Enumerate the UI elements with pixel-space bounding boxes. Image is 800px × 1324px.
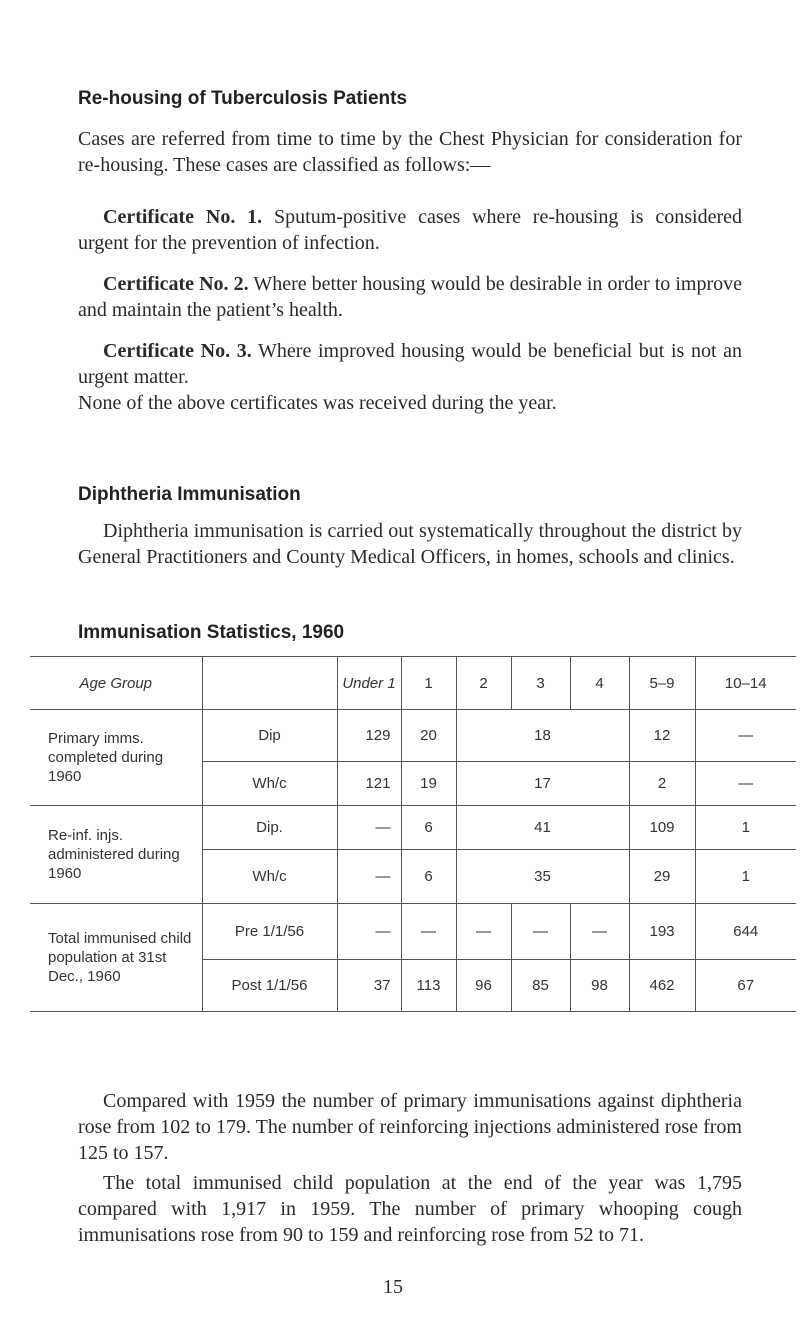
table-row <box>30 806 796 850</box>
page-number: 15 <box>383 1276 403 1298</box>
heading-rehousing: Re-housing of Tuberculosis Patients <box>78 88 408 109</box>
cell-age-2-4: 35 <box>456 850 629 904</box>
cell-age-5-9: 462 <box>629 960 695 1012</box>
group-label-total: Total immunised child population at 31st Dec., 1960 <box>30 904 202 1012</box>
immunisation-table <box>30 656 796 1012</box>
cell-age-10-14: 1 <box>695 850 796 904</box>
cell-age-1: 113 <box>401 960 456 1012</box>
cell-age-10-14: 67 <box>695 960 796 1012</box>
cell-under-1: — <box>337 904 401 960</box>
cell-age-5-9: 2 <box>629 762 695 806</box>
cell-age-5-9: 109 <box>629 806 695 850</box>
cell-age-2: 96 <box>456 960 511 1012</box>
header-age-group: Age Group <box>30 657 202 710</box>
cell-age-1: 19 <box>401 762 456 806</box>
cell-age-3: — <box>511 904 570 960</box>
cell-age-5-9: 193 <box>629 904 695 960</box>
cell-age-1: 6 <box>401 850 456 904</box>
header-age-3: 3 <box>511 657 570 710</box>
cell-under-1: — <box>337 806 401 850</box>
comparison-paragraph-2: The total immunised child population at the end of the year was 1,795 compared with 1,917 in 1959. The number of primary whooping cough immunisations rose from 90 to 159 and reinforcing rose from 52 to 71. <box>78 1172 742 1246</box>
rehousing-intro: Cases are referred from time to time by the Chest Physician for consideration for re-housing. These cases are classified as follows:— <box>78 128 742 176</box>
row-type: Wh/c <box>202 762 337 806</box>
table-header-row <box>30 657 796 710</box>
cell-age-10-14: — <box>695 710 796 762</box>
cell-under-1: 37 <box>337 960 401 1012</box>
certificate-3-text: Where improved housing would be beneficial but is not an urgent matter. <box>78 340 743 388</box>
cell-age-10-14: 644 <box>695 904 796 960</box>
cell-age-4: — <box>570 904 629 960</box>
certificates-closing: None of the above certificates was received during the year. <box>78 392 557 414</box>
header-age-1: 1 <box>401 657 456 710</box>
certificate-3-label: Certificate No. 3. <box>103 340 252 362</box>
cell-under-1: 129 <box>337 710 401 762</box>
certificate-3 <box>78 338 742 390</box>
cell-age-1: 6 <box>401 806 456 850</box>
header-age-4: 4 <box>570 657 629 710</box>
header-age-5-9: 5–9 <box>629 657 695 710</box>
header-type <box>202 657 337 710</box>
cell-age-2-4: 17 <box>456 762 629 806</box>
cell-age-5-9: 12 <box>629 710 695 762</box>
comparison-paragraph-1: Compared with 1959 the number of primary immunisations against diphtheria rose from 102 to 179. The number of reinforcing injections administered rose from 125 to 157. <box>78 1090 742 1164</box>
certificate-2-label: Certificate No. 2. <box>103 273 249 295</box>
certificate-1-text: Sputum-positive cases where re-housing is considered urgent for the prevention of infection. <box>78 206 742 254</box>
row-type: Post 1/1/56 <box>202 960 337 1012</box>
row-type: Dip. <box>202 806 337 850</box>
cell-age-2-4: 18 <box>456 710 629 762</box>
cell-age-10-14: — <box>695 762 796 806</box>
cell-age-3: 85 <box>511 960 570 1012</box>
diphtheria-body: Diphtheria immunisation is carried out systematically throughout the district by General Practitioners and County Medical Officers, in homes, schools and clinics. <box>78 520 742 568</box>
header-age-2: 2 <box>456 657 511 710</box>
cell-under-1: 121 <box>337 762 401 806</box>
header-under-1: Under 1 <box>337 657 401 710</box>
cell-age-2: — <box>456 904 511 960</box>
certificate-2 <box>78 271 742 323</box>
cell-age-2-4: 41 <box>456 806 629 850</box>
certificate-1-label: Certificate No. 1. <box>103 206 263 228</box>
cell-age-1: 20 <box>401 710 456 762</box>
group-label-reinforcing: Re-inf. injs. administered during 1960 <box>30 806 202 904</box>
cell-age-1: — <box>401 904 456 960</box>
row-type: Pre 1/1/56 <box>202 904 337 960</box>
table-row <box>30 904 796 960</box>
certificate-2-text: Where better housing would be desirable in order to improve and maintain the patient’s health. <box>78 273 742 321</box>
cell-under-1: — <box>337 850 401 904</box>
cell-age-10-14: 1 <box>695 806 796 850</box>
table-caption: Immunisation Statistics, 1960 <box>78 622 345 643</box>
certificate-1 <box>78 204 742 256</box>
header-age-10-14: 10–14 <box>695 657 796 710</box>
cell-age-5-9: 29 <box>629 850 695 904</box>
row-type: Dip <box>202 710 337 762</box>
table-row <box>30 710 796 762</box>
group-label-primary: Primary imms. completed during 1960 <box>30 710 202 806</box>
heading-diphtheria: Diphtheria Immunisation <box>78 484 301 505</box>
row-type: Wh/c <box>202 850 337 904</box>
cell-age-4: 98 <box>570 960 629 1012</box>
